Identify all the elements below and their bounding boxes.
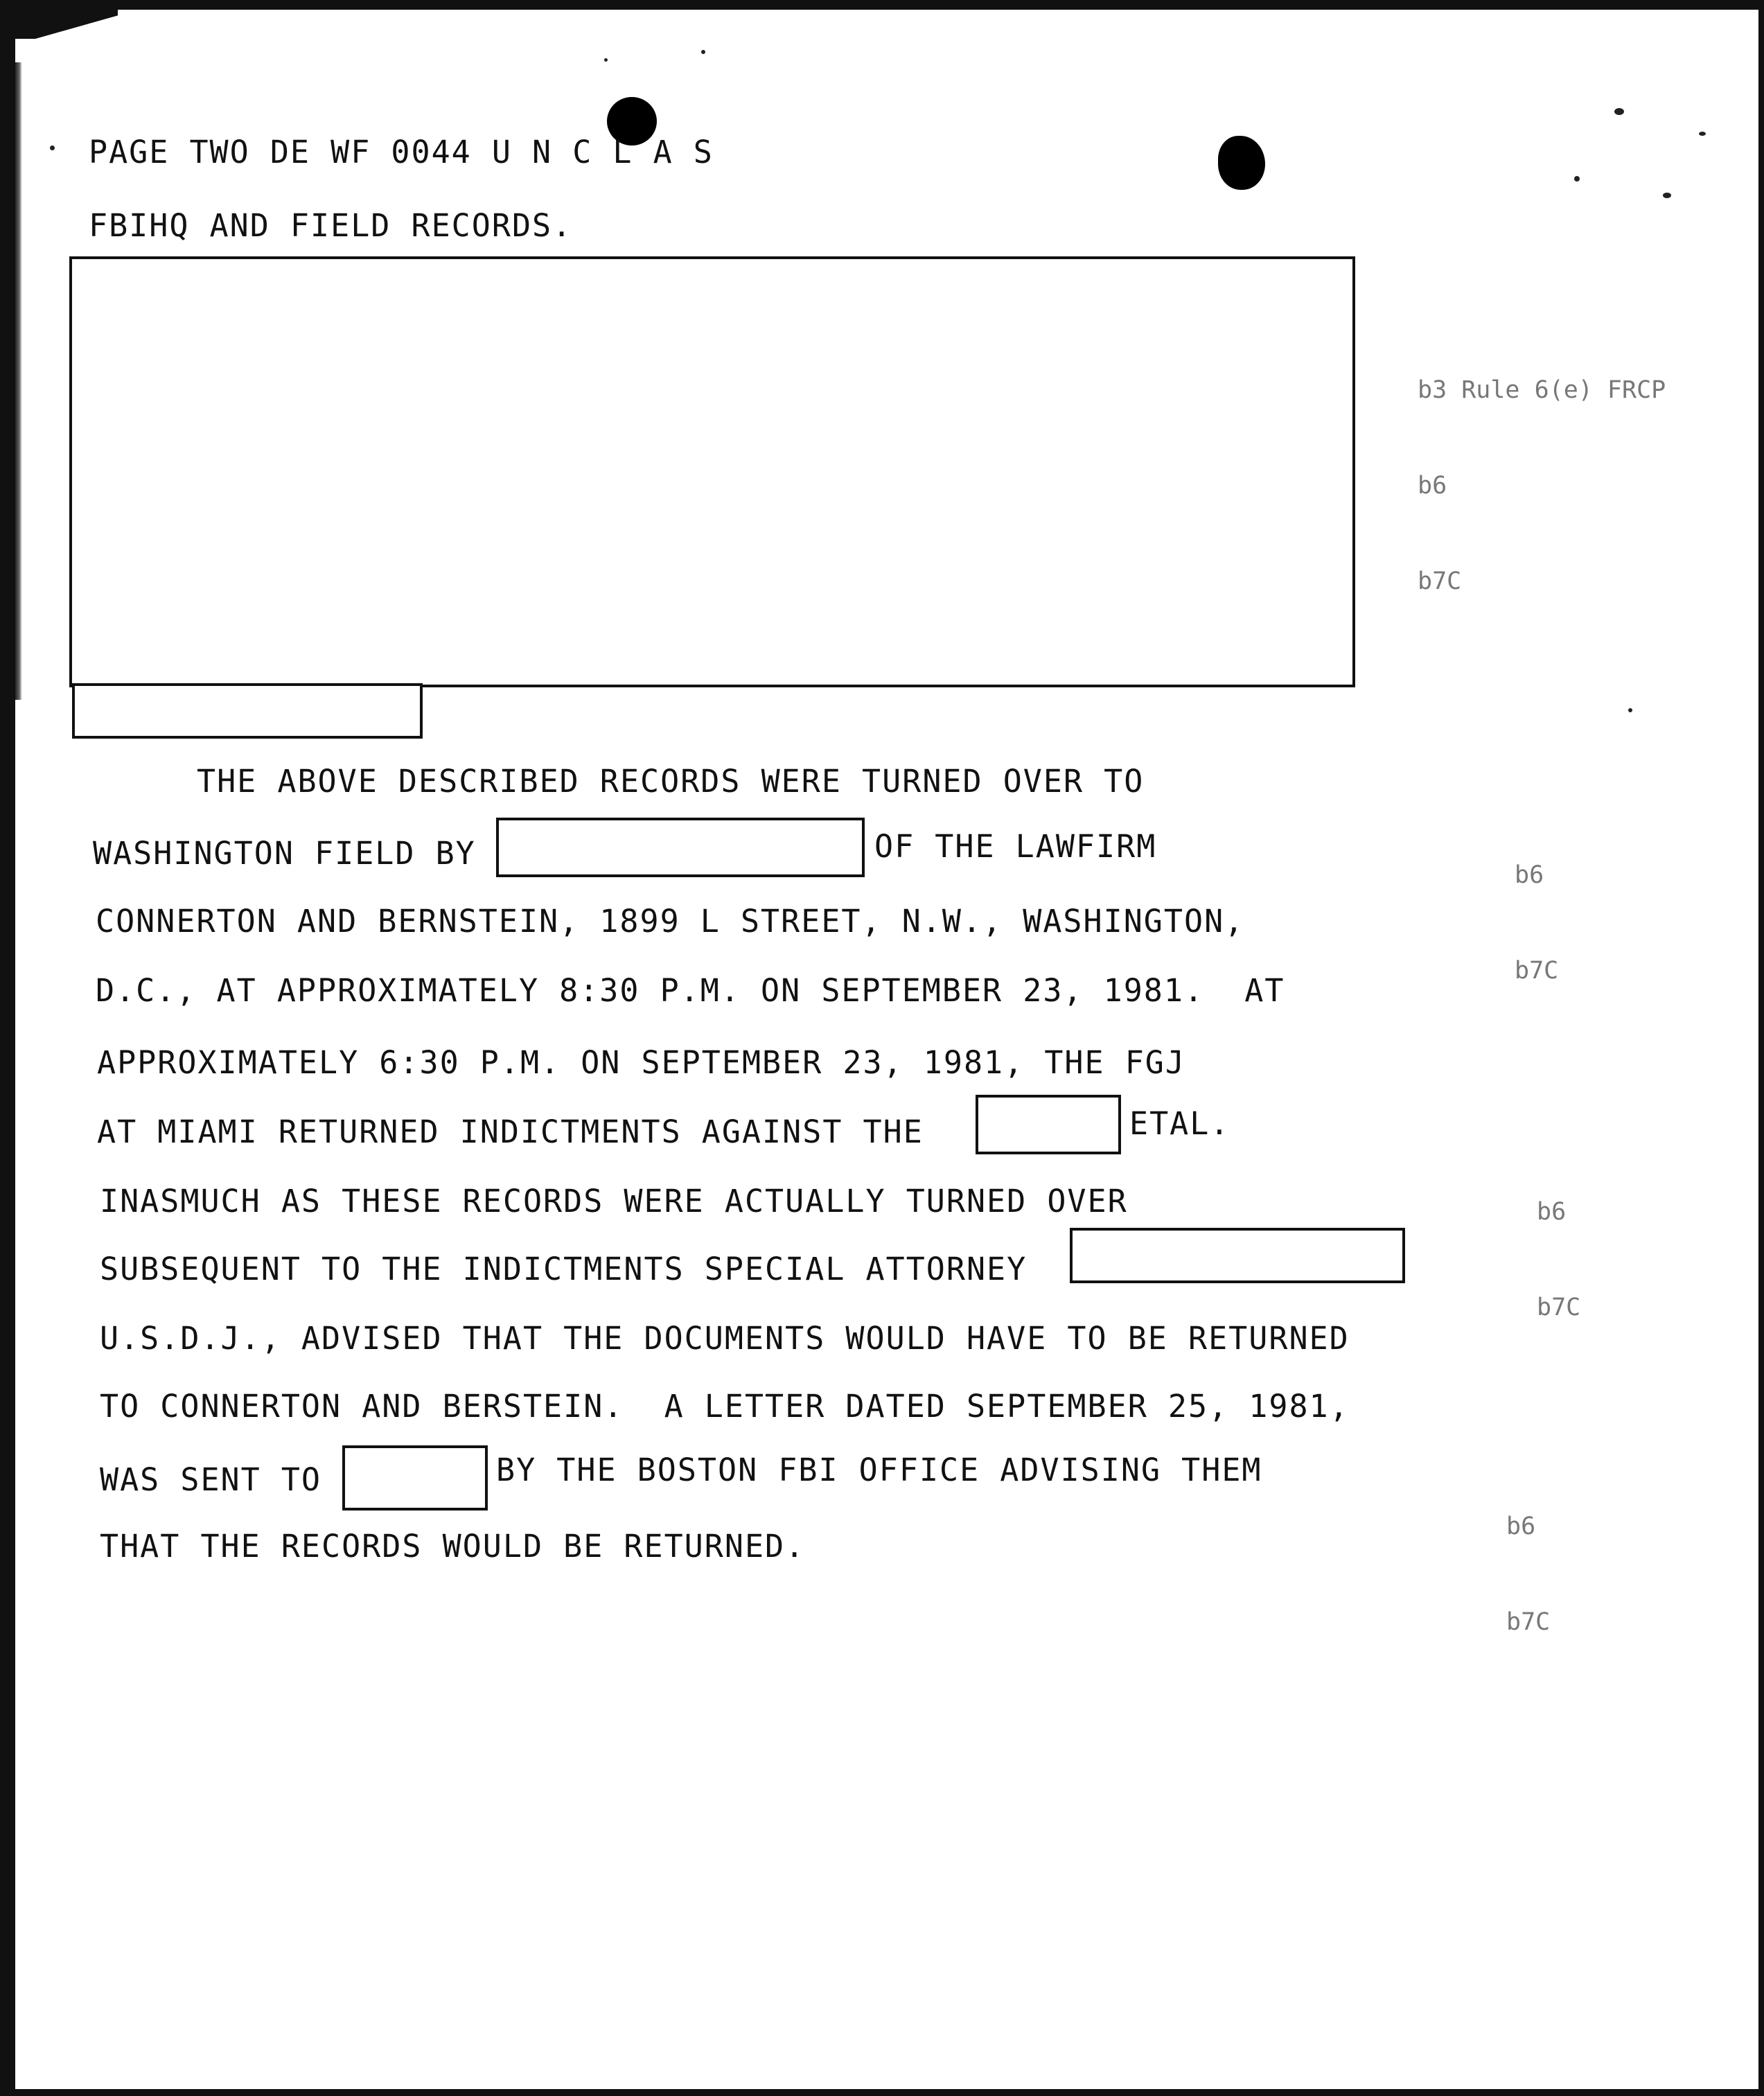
body-line-6b: ETAL. — [1129, 1105, 1231, 1142]
exemption-code: b7C — [1537, 1294, 1581, 1321]
scan-edge-top — [0, 0, 1764, 10]
body-line-11b: BY THE BOSTON FBI OFFICE ADVISING THEM — [496, 1452, 1262, 1488]
body-line-5: APPROXIMATELY 6:30 P.M. ON SEPTEMBER 23, 1981, THE FGJ — [97, 1044, 1185, 1081]
exemption-code: b7C — [1506, 1608, 1551, 1636]
exemption-codes — [1506, 1447, 1564, 1702]
scan-edge-right — [1758, 0, 1764, 2096]
body-line-2b: OF THE LAWFIRM — [874, 828, 1157, 865]
redaction-box-defendant — [976, 1095, 1121, 1154]
redaction-box-large — [69, 256, 1355, 687]
ink-speck — [1699, 132, 1706, 136]
body-line-7: INASMUCH AS THESE RECORDS WERE ACTUALLY TURNED OVER — [100, 1183, 1128, 1219]
body-line-6a: AT MIAMI RETURNED INDICTMENTS AGAINST THE — [97, 1113, 924, 1150]
exemption-codes — [1515, 795, 1573, 1050]
ink-speck — [1574, 176, 1580, 182]
exemption-codes — [1537, 1132, 1595, 1387]
exemption-code: b7C — [1515, 957, 1559, 985]
exemption-code: b6 — [1418, 472, 1447, 500]
page-header-line: PAGE TWO DE WF 0044 U N C L A S — [89, 134, 714, 170]
exemption-code: b7C — [1418, 567, 1462, 595]
body-line-11a: WAS SENT TO — [100, 1461, 322, 1498]
ink-speck — [1614, 108, 1624, 115]
ink-speck — [50, 146, 55, 150]
exemption-code: b6 — [1506, 1513, 1536, 1540]
redaction-box-recipient — [342, 1445, 488, 1511]
exemption-code: b6 — [1537, 1198, 1567, 1226]
exemption-code: b6 — [1515, 861, 1544, 889]
continued-line: FBIHQ AND FIELD RECORDS. — [89, 207, 573, 244]
ink-speck — [604, 58, 608, 62]
redaction-box-attorney — [1070, 1228, 1405, 1283]
exemption-code: b3 Rule 6(e) FRCP — [1418, 376, 1666, 404]
exemption-codes — [1418, 310, 1666, 661]
body-line-4: D.C., AT APPROXIMATELY 8:30 P.M. ON SEPTEMBER 23, 1981. AT — [96, 972, 1285, 1009]
body-line-3: CONNERTON AND BERNSTEIN, 1899 L STREET, N.W., WASHINGTON, — [96, 903, 1245, 940]
redaction-box-name — [496, 818, 865, 877]
ink-speck — [1628, 708, 1632, 712]
ink-speck — [1663, 193, 1671, 198]
body-line-9: U.S.D.J., ADVISED THAT THE DOCUMENTS WOULD HAVE TO BE RETURNED — [100, 1320, 1350, 1357]
body-line-10: TO CONNERTON AND BERSTEIN. A LETTER DATED SEPTEMBER 25, 1981, — [100, 1388, 1350, 1425]
body-line-1: THE ABOVE DESCRIBED RECORDS WERE TURNED OVER TO — [197, 763, 1145, 800]
body-line-12: THAT THE RECORDS WOULD BE RETURNED. — [100, 1528, 806, 1565]
redaction-box-small — [72, 683, 423, 739]
scan-edge-left — [0, 0, 15, 2096]
scan-corner-mark — [0, 0, 118, 39]
body-line-2a: WASHINGTON FIELD BY — [93, 835, 476, 872]
ink-speck — [701, 50, 705, 54]
ink-blot — [1218, 136, 1265, 190]
scan-edge-shadow — [15, 62, 22, 700]
scan-edge-bottom — [0, 2089, 1764, 2096]
body-line-8: SUBSEQUENT TO THE INDICTMENTS SPECIAL ATTORNEY — [100, 1251, 1027, 1287]
